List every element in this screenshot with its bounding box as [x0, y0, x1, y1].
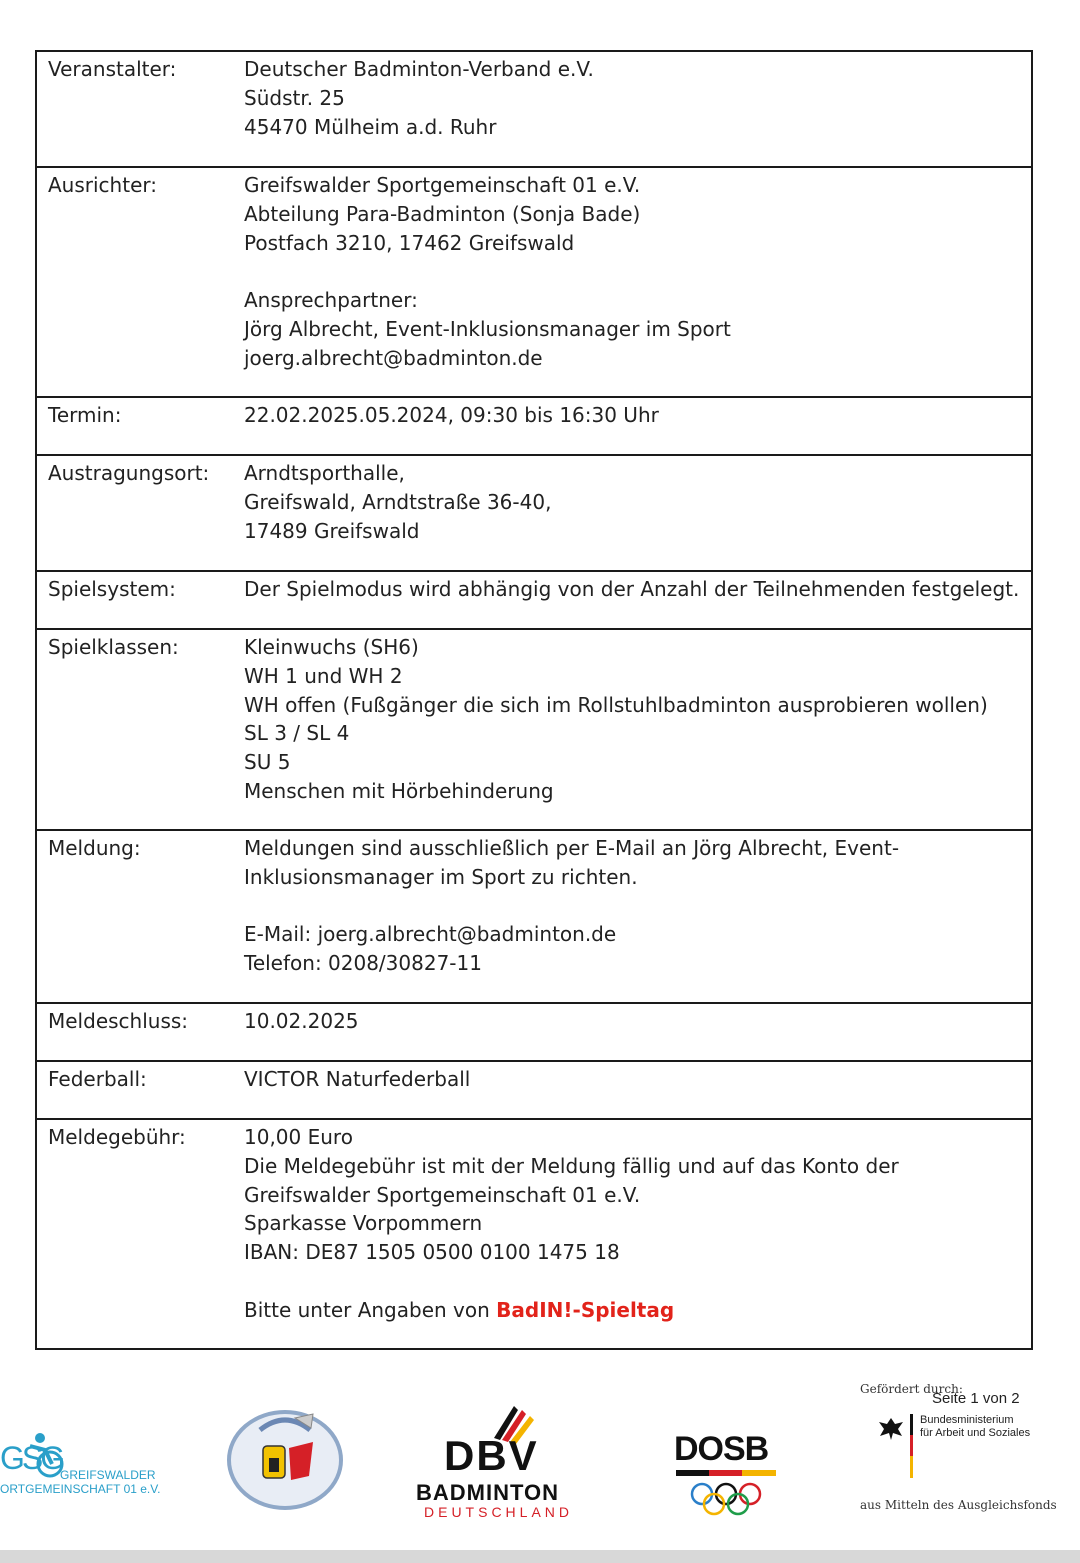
table-row [36, 397, 1032, 455]
value-line: Inklusionsmanager im Sport zu richten. [244, 864, 638, 889]
row-label: Federball: [36, 1061, 244, 1119]
table-row [36, 629, 1032, 830]
value-line [244, 257, 1031, 286]
row-label: Spielklassen: [36, 629, 244, 830]
row-label: Veranstalter: [48, 57, 177, 81]
row-label: Termin: [36, 397, 244, 455]
value-line: Greifswald, Arndtstraße 36-40, [244, 489, 552, 514]
table-row [36, 571, 1032, 629]
value-line: SU 5 [244, 750, 291, 775]
value-line: Der Spielmodus wird abhängig von der Anzahl der Teilnehmenden festgelegt. [244, 577, 1020, 601]
dbv-logo [414, 1400, 599, 1520]
gsg-name-line1: GREIFSWALDER [60, 1468, 156, 1482]
value-line: VICTOR Naturfederball [244, 1067, 471, 1091]
ministry-line2: für Arbeit und Soziales [920, 1427, 1031, 1439]
table-row [36, 455, 1032, 571]
value-line: Südstr. 25 [244, 85, 345, 110]
federal-eagle-icon [878, 1416, 904, 1442]
row-value [244, 455, 1032, 571]
value-line [244, 892, 1031, 921]
gsg-name-line2: ORTGEMEINSCHAFT 01 e.V. [0, 1482, 161, 1496]
dosb-letters: DOSB [674, 1430, 769, 1468]
value-line: 10.02.2025 [244, 1009, 359, 1033]
value-line[interactable]: joerg.albrecht@badminton.de [244, 345, 543, 370]
row-value [244, 167, 1032, 397]
row-value [244, 397, 1032, 455]
value-line: IBAN: DE87 1505 0500 0100 1475 18 [244, 1240, 620, 1265]
row-value [244, 51, 1032, 167]
gsg-initials: GSG [0, 1440, 63, 1476]
row-label: Spielsystem: [36, 571, 244, 629]
value-line: Postfach 3210, 17462 Greifswald [244, 230, 575, 255]
mv-badminton-badge [225, 1400, 345, 1510]
value-line: Menschen mit Hörbehinderung [244, 778, 554, 803]
table-row [36, 51, 1032, 167]
dbv-badminton-text: BADMINTON [416, 1480, 560, 1505]
row-label: Ausrichter: [36, 167, 244, 397]
fee-note [244, 1296, 1031, 1325]
dbv-letters: DBV [444, 1432, 539, 1479]
value-line[interactable]: E-Mail: joerg.albrecht@badminton.de [244, 922, 617, 947]
value-line: Deutscher Badminton-Verband e.V. [244, 57, 594, 81]
flag-stripe [910, 1414, 913, 1478]
footer [0, 1370, 1080, 1540]
value-line: Die Meldegebühr ist mit der Meldung fällig und auf das Konto der [244, 1153, 899, 1178]
table-row [36, 1119, 1032, 1349]
dbv-deutschland-text: DEUTSCHLAND [424, 1504, 574, 1520]
table-row [36, 167, 1032, 397]
row-label: Meldeschluss: [36, 1003, 244, 1061]
funding-block [860, 1382, 1070, 1522]
row-value [244, 571, 1032, 629]
value-line: 17489 Greifswald [244, 518, 420, 543]
row-value [244, 629, 1032, 830]
table-row [36, 830, 1032, 1003]
value-line: WH 1 und WH 2 [244, 663, 403, 688]
table-row [36, 1061, 1032, 1119]
value-line: 45470 Mülheim a.d. Ruhr [244, 114, 497, 139]
value-line: Greifswalder Sportgemeinschaft 01 e.V. [244, 173, 641, 197]
gsg-logo [0, 1420, 170, 1500]
value-line: Jörg Albrecht, Event-Inklusionsmanager im Sport [244, 316, 731, 341]
value-line: Greifswalder Sportgemeinschaft 01 e.V. [244, 1182, 641, 1207]
value-line: Telefon: 0208/30827-11 [244, 951, 482, 976]
value-line: SL 3 / SL 4 [244, 721, 350, 746]
olympic-rings-icon [684, 1480, 784, 1520]
value-line [244, 1267, 1031, 1296]
dosb-logo [674, 1430, 784, 1520]
row-value [244, 1119, 1032, 1349]
value-line: WH offen (Fußgänger die sich im Rollstuhlbadminton ausprobieren wollen) [244, 692, 988, 717]
value-line: Meldungen sind ausschließlich per E-Mail an Jörg Albrecht, Event- [244, 836, 900, 860]
info-table [35, 50, 1033, 1350]
gefoerdert-label: Gefördert durch: [860, 1382, 963, 1396]
fee-note-highlight: BadIN!-Spieltag [496, 1297, 675, 1322]
value-line: Kleinwuchs (SH6) [244, 635, 419, 659]
value-line: 10,00 Euro [244, 1125, 353, 1149]
value-line: Abteilung Para-Badminton (Sonja Bade) [244, 201, 641, 226]
value-line: Arndtsporthalle, [244, 461, 405, 485]
row-label: Meldung: [36, 830, 244, 1003]
ministry-line1: Bundesministerium [920, 1414, 1014, 1426]
row-label: Meldegebühr: [36, 1119, 244, 1349]
value-line: 22.02.2025.05.2024, 09:30 bis 16:30 Uhr [244, 403, 659, 427]
fonds-label: aus Mitteln des Ausgleichsfonds [860, 1498, 1057, 1512]
page-number: Seite 1 von 2 [932, 1390, 1020, 1407]
bottom-scroll-bar [0, 1550, 1080, 1563]
table-row [36, 1003, 1032, 1061]
fee-note-prefix: Bitte unter Angaben von [244, 1297, 497, 1322]
dosb-stripe [676, 1470, 776, 1476]
row-value [244, 1003, 1032, 1061]
value-line: Sparkasse Vorpommern [244, 1211, 483, 1236]
row-label: Austragungsort: [36, 455, 244, 571]
row-value [244, 1061, 1032, 1119]
row-value [244, 830, 1032, 1003]
value-line: Ansprechpartner: [244, 288, 418, 313]
